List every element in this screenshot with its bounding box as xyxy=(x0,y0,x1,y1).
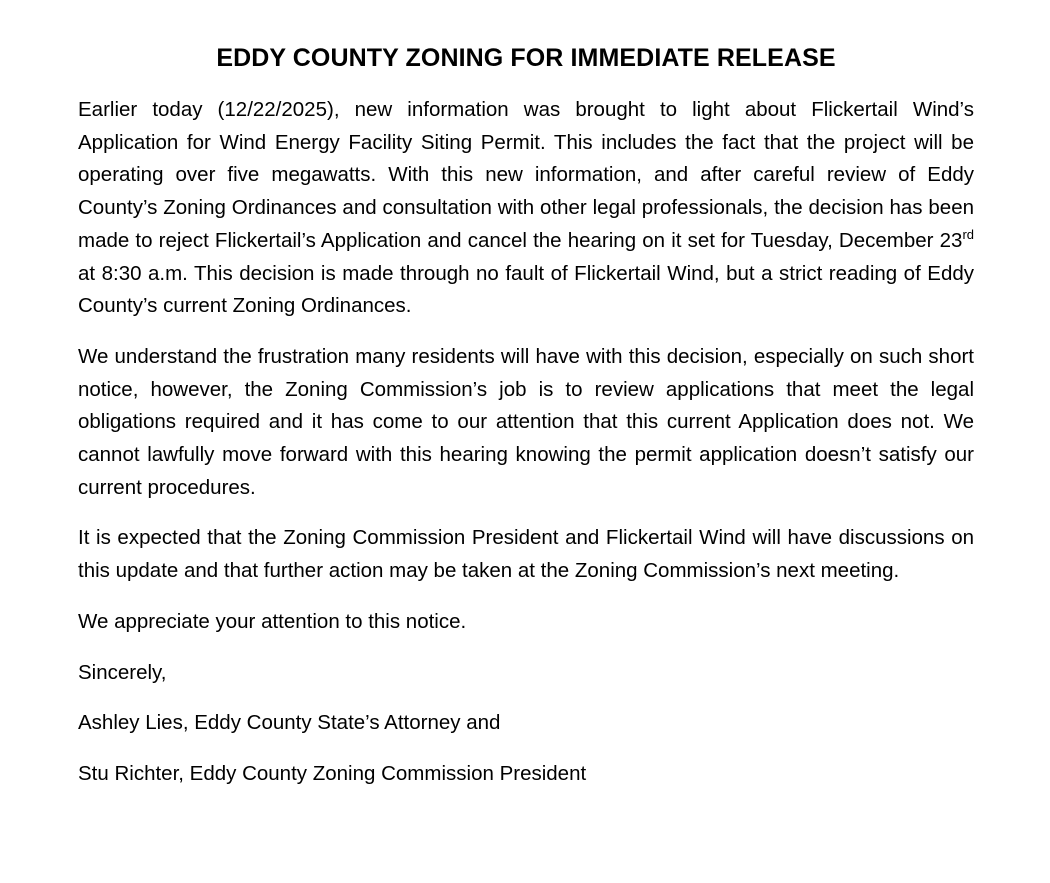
paragraph-announcement-text-end: at 8:30 a.m. This decision is made through no fault of Flickertail Wind, but a strict reading of Eddy County’s current Zoning Ordinances. xyxy=(78,261,974,318)
paragraph-explanation: We understand the frustration many residents will have with this decision, especially on such short notice, however, the Zoning Commission’s job is to review applications that meet the legal obligations required and it has come to our attention that this current Application does not. We cannot lawfully move forward with this hearing knowing the permit application doesn’t satisfy our current procedures. xyxy=(78,344,974,499)
appreciation-line: We appreciate your attention to this notice. xyxy=(78,609,467,633)
paragraph-announcement xyxy=(78,94,974,323)
signatory-line-2: Stu Richter, Eddy County Zoning Commission President xyxy=(78,761,587,785)
closing-line: Sincerely, xyxy=(78,660,167,684)
paragraph-announcement-text-start: Earlier today (12/22/2025), new information was brought to light about Flickertail Wind’s Application for Wind Energy Facility Siting Permit. This includes the fact that the project will be operating over five megawatts. With this new information, and after careful review of Eddy County’s Zoning Ordinances and consultation with other legal professionals, the decision has been made to reject Flickertail’s Application and cancel the hearing on it set for Tuesday, December 23 xyxy=(78,98,974,252)
press-release xyxy=(78,40,974,809)
ordinal-suffix: rd xyxy=(962,226,974,242)
paragraph-next-steps: It is expected that the Zoning Commission President and Flickertail Wind will have discussions on this update and that further action may be taken at the Zoning Commission’s next meeting. xyxy=(78,526,974,583)
page-title: EDDY COUNTY ZONING FOR IMMEDIATE RELEASE xyxy=(216,44,836,72)
signatory-line-1: Ashley Lies, Eddy County State’s Attorney and xyxy=(78,711,501,735)
